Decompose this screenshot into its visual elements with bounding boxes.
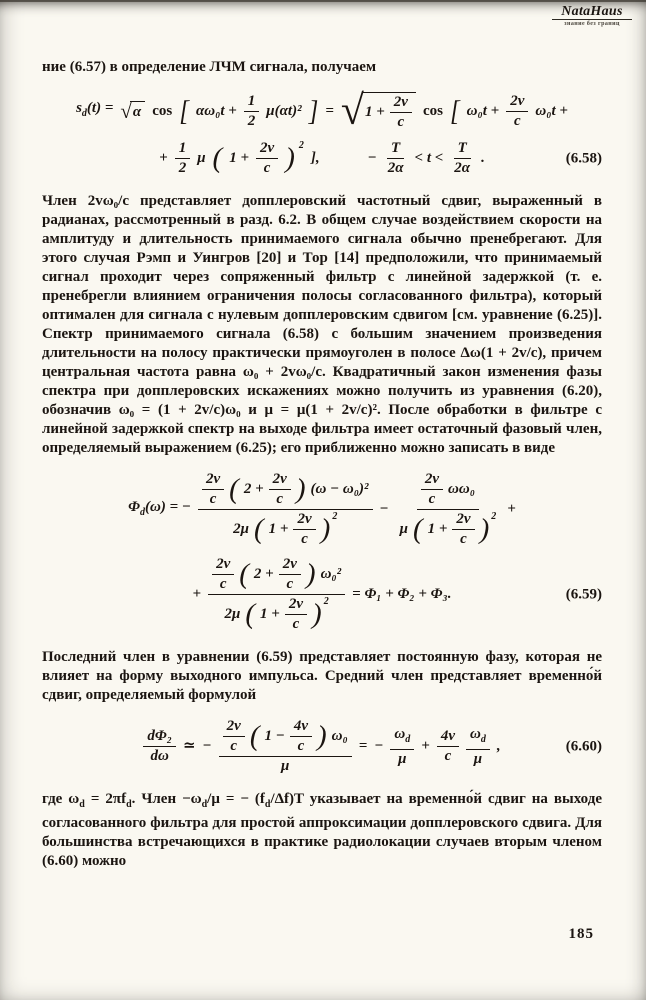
frac-numerator: dΦ₂: [143, 728, 176, 747]
frac-denominator: c: [513, 112, 521, 129]
frac-dphi2-domega: [143, 728, 176, 765]
frac-denominator: c: [301, 531, 308, 547]
term-1-minus: 1 −: [264, 728, 285, 744]
trailing-comma: ,: [496, 738, 501, 754]
var-omega: ω: [394, 725, 406, 742]
publisher-logo: [548, 4, 636, 28]
frac-2v-c: [506, 93, 528, 130]
frac-numerator: 2v: [390, 94, 412, 113]
inequality-t: < t <: [414, 150, 444, 166]
frac-numerator: 2v: [202, 471, 224, 490]
logo-tagline: знание без границ: [564, 21, 620, 27]
of-omega-equals-minus: (ω) = −: [145, 498, 191, 515]
big-left-paren: (: [239, 558, 249, 590]
frac-2v-c: [269, 471, 291, 508]
frac-numerator: 2v: [421, 471, 443, 490]
paragraph-3: [42, 790, 602, 871]
intro-line: ние (6.57) в определение ЛЧМ сигнала, получаем: [42, 59, 377, 75]
frac-2v-c: [293, 511, 315, 548]
radicand: [362, 92, 416, 131]
p3-text: где ω: [42, 791, 80, 807]
sqrt-alpha: [120, 98, 145, 123]
frac-numerator: 2v: [452, 511, 474, 530]
frac-numerator: 2v: [223, 718, 245, 737]
sqrt-1-plus-2v-c: [341, 90, 416, 132]
big-left-paren: (: [249, 720, 260, 752]
subscript-d: d: [201, 799, 208, 810]
page-number: 185: [568, 926, 594, 942]
big-left-paren: (: [212, 142, 223, 174]
subscript-d: d: [405, 733, 411, 745]
frac-numerator: 2v: [285, 596, 307, 615]
exponent-2: 2: [298, 140, 304, 151]
equation-6-58: [42, 90, 602, 177]
big-right-paren: ): [479, 513, 490, 545]
big-left-paren: (: [245, 598, 256, 630]
frac-numerator: 1: [244, 93, 260, 112]
frac-numerator: 4v: [437, 728, 459, 747]
frac-numerator: [198, 471, 373, 510]
frac-2v-c: [279, 556, 301, 593]
logo-text: NataHaus: [561, 4, 623, 19]
equation-number-660: (6.60): [565, 738, 602, 754]
frac-2v-c: [452, 511, 474, 548]
term-omega-omega0: ωω₀: [448, 481, 475, 497]
frac-denominator: 2: [247, 112, 256, 129]
frac-2v-c: [421, 471, 443, 508]
exponent-2: 2: [323, 596, 329, 607]
frac-numerator: 2v: [506, 93, 528, 112]
term-1-plus: 1 +: [427, 521, 448, 537]
equation-6-60: [42, 718, 602, 775]
frac-denominator: μ: [473, 750, 483, 767]
minus-sign: −: [367, 150, 377, 166]
right-bracket: ]: [308, 95, 319, 127]
eq659-line-2: [42, 556, 602, 633]
radicand: α: [130, 101, 145, 122]
of-t: (t) =: [86, 100, 114, 116]
frac-denominator: c: [209, 491, 217, 507]
cos-operator: cos: [152, 102, 173, 119]
frac-2v-c: [212, 556, 234, 593]
frac-2v-c: [390, 94, 412, 131]
logo-flourish: [552, 19, 632, 20]
frac-numerator: T: [454, 140, 471, 159]
paragraph-1: Член 2vω₀/c представляет допплеровский частотный сдвиг, выраженный в радианах, рассмотренный в разд. 6.2. В общем случае воздействием скорости на амплитуду и длительность принимаемого сигнала обычно пренебрегают. Для этого случая Рэмп и Уингров [20] и Тор [14] предположили, что принимаемый сигнал проходит через сопряженный фильтр с линейной задержкой (т. е. пренебрегли влиянием ограничения полосы согласованного фильтра), который оптимален для сигнала с нулевым допплеровским сдвигом [см. уравнение (6.25)]. Спектр принимаемого сигнала (6.58) с большим значением произведения длительности на полосу практически прямоуголен в полосе Δω(1 + 2v/c), причем центральная частота равна ω₀ + 2vω₀/c. Квадратичный закон изменения фазы спектра при допплеровских искажениях можно получить из уравнения (6.20), обозначив ω₀ = (1 + 2v/c)ω₀ и μ = μ(1 + 2v/c)². После обработки в фильтре с линейной задержкой спектр на выходе фильтра имеет остаточный фазовый член, определяемый выражением (6.25); его приближенно можно записать в виде: [42, 193, 602, 456]
plus-sign: +: [507, 501, 516, 517]
frac-denominator: c: [444, 748, 452, 764]
frac-denominator: dω: [150, 748, 169, 764]
subscript-d: d: [140, 506, 145, 518]
frac-numerator: [417, 471, 479, 510]
frac-omegad-mu: [390, 726, 414, 768]
big-left-paren: (: [254, 513, 264, 545]
frac-denominator: 2α: [387, 160, 404, 176]
term-omega0-t-plus: ω₀t +: [466, 102, 500, 119]
var-omega: ω: [470, 725, 481, 742]
frac-numerator: 1: [175, 140, 191, 159]
frac-4v-c: [290, 718, 312, 755]
big-fraction-2: [396, 471, 501, 548]
frac-numerator: T: [387, 140, 404, 159]
left-bracket: [: [179, 95, 189, 127]
frac-numerator: 4v: [290, 718, 312, 737]
frac-denominator: [229, 510, 341, 548]
radical-sign: √: [340, 88, 364, 134]
p3-text: /μ = − (f: [207, 791, 265, 807]
subscript-d: d: [264, 799, 271, 810]
var-phi: Φ: [128, 498, 140, 515]
minus-sign: −: [379, 501, 389, 517]
frac-denominator: c: [292, 616, 300, 632]
cos-operator: cos: [422, 102, 443, 119]
term-2-plus: 2 +: [253, 566, 274, 582]
eq-lhs-phi-d: [128, 498, 191, 522]
frac-2v-c: [223, 718, 245, 755]
frac-denominator: c: [297, 738, 305, 754]
big-left-paren: (: [412, 513, 423, 545]
term-1-plus: 1 +: [229, 150, 250, 166]
term-2-plus: 2 +: [243, 481, 264, 497]
frac-1-2: [244, 93, 260, 130]
equals-sign: =: [358, 738, 368, 754]
frac-2v-c: [256, 140, 278, 177]
frac-denominator: c: [230, 738, 238, 754]
frac-numerator: [219, 718, 352, 757]
close-bracket-comma: ],: [310, 150, 320, 166]
frac-denominator: c: [219, 576, 227, 592]
frac-denominator: c: [397, 113, 405, 130]
subscript-d: d: [79, 799, 85, 810]
plus-sign: +: [192, 586, 202, 602]
big-right-paren: ): [320, 513, 331, 545]
frac-numerator: [390, 726, 414, 750]
frac-numerator: 2v: [279, 556, 301, 575]
big-right-paren: ): [285, 142, 295, 174]
big-right-paren: ): [312, 598, 322, 630]
frac-denominator: μ: [398, 750, 407, 767]
term-omega0-t-plus: ω₀t +: [535, 102, 568, 119]
p3-text: = 2πf: [84, 791, 127, 807]
frac-denominator: [221, 595, 333, 633]
frac-denominator: 2: [178, 160, 187, 176]
big-left-paren: (: [229, 473, 239, 505]
frac-numerator: 2v: [269, 471, 291, 490]
term-1-plus: 1 +: [268, 521, 289, 537]
paragraph-2: Последний член в уравнении (6.59) представляет постоянную фазу, которая не влияет на форму выходного импульса. Средний член представляет временно́й сдвиг, определяемый формулой: [42, 649, 602, 703]
frac-T-2alpha: [384, 140, 408, 177]
eq660-line-1: [42, 718, 602, 775]
var-s: s: [76, 100, 82, 116]
big-fraction: [219, 718, 352, 775]
term-mu-alpha-t-sq: μ(αt)²: [266, 102, 302, 119]
plus-sign: +: [159, 150, 168, 166]
term-omega0-squared: ω₀²: [320, 566, 342, 582]
frac-1-2: [175, 140, 191, 177]
equation-number-658: (6.58): [565, 150, 602, 166]
minus-sign: −: [374, 738, 384, 754]
frac-denominator: c: [276, 491, 284, 507]
frac-numerator: 2v: [212, 556, 234, 575]
equals-sign: =: [325, 102, 334, 119]
frac-numerator: 2v: [256, 140, 278, 159]
equation-number-659: (6.59): [565, 586, 602, 602]
subscript-d: d: [81, 108, 87, 119]
subscript-d: d: [126, 799, 132, 810]
result-phi-sum: = Φ₁ + Φ₂ + Φ₃.: [352, 586, 452, 602]
var-mu: μ: [399, 521, 408, 537]
frac-denominator: c: [286, 576, 294, 592]
equation-6-59: [42, 471, 602, 633]
frac-T-2alpha: [450, 140, 474, 177]
term-1-plus: 1 +: [364, 103, 385, 120]
big-right-paren: ): [317, 720, 327, 752]
frac-denominator: [396, 510, 501, 548]
eq659-line-1: [42, 471, 602, 548]
term-omega0: ω₀: [331, 728, 348, 744]
frac-2v-c: [202, 471, 224, 508]
frac-omegad-mu: [466, 726, 490, 768]
eq658-line-1: [42, 90, 602, 132]
frac-denominator: c: [460, 531, 467, 547]
period: .: [481, 150, 485, 166]
approx-sign: ≃: [182, 738, 196, 754]
frac-denominator: c: [263, 160, 271, 176]
term-2mu: 2μ: [233, 521, 249, 537]
frac-2v-c: [285, 596, 307, 633]
frac-4v-c: [437, 728, 459, 765]
frac-numerator: [466, 726, 490, 750]
minus-sign: −: [202, 738, 212, 754]
p3-text: . Член −ω: [131, 791, 202, 807]
exponent-2: 2: [491, 511, 497, 522]
frac-denominator: 2α: [454, 160, 471, 176]
big-fraction-1: [198, 471, 373, 548]
term-omega-minus-omega0-sq: (ω − ω₀)²: [310, 481, 369, 497]
term-1-plus: 1 +: [260, 606, 280, 622]
big-right-paren: ): [295, 473, 306, 505]
exponent-2: 2: [332, 511, 338, 522]
eq658-line-2: [42, 140, 602, 177]
big-right-paren: ): [305, 558, 316, 590]
p3-text: /Δf)T указывает на временно́й сдвиг на выходе согласованного фильтра для простой аппроксимации допплеровского сдвига. Для большинства встречающихся в практике радиолокации случаев вторым членом (6.60) можно: [42, 791, 602, 869]
term-2mu: 2μ: [224, 606, 241, 622]
term-alpha-omega0-t: αω₀t +: [195, 102, 237, 119]
left-bracket: [: [449, 95, 460, 127]
big-fraction-3: [208, 556, 345, 633]
var-omega-d: [394, 726, 410, 748]
frac-denominator: c: [428, 491, 436, 507]
frac-numerator: 2v: [293, 511, 315, 530]
subscript-d: d: [480, 733, 486, 745]
eq-lhs-sd-t: [76, 99, 113, 123]
radical-sign: √: [120, 98, 132, 123]
var-mu: μ: [197, 150, 206, 166]
frac-numerator: [208, 556, 345, 595]
var-omega-d: [470, 726, 486, 748]
frac-denominator: μ: [281, 758, 290, 774]
plus-sign: +: [421, 738, 430, 754]
